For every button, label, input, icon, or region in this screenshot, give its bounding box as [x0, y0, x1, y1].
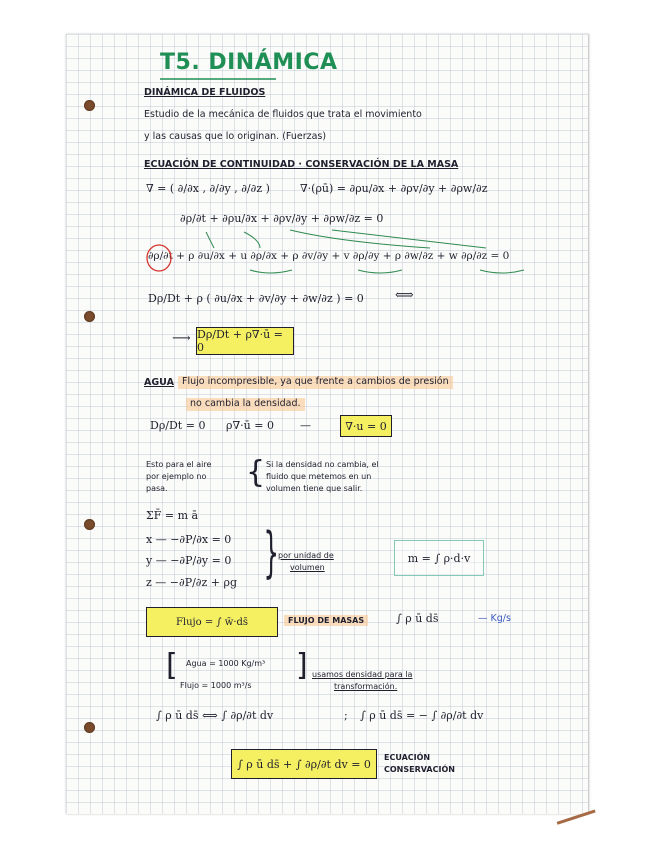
newton-law: ΣF̄ = m ā	[146, 509, 199, 522]
continuity-equation-3: Dρ/Dt + ρ ( ∂u/∂x + ∂v/∂y + ∂w/∂z ) = 0	[148, 292, 364, 305]
note-right-1: Si la densidad no cambia, el	[266, 460, 379, 469]
mass-integral-box: m = ∫ ρ·d·v	[394, 540, 484, 576]
punch-hole-top	[84, 100, 95, 111]
note-left-2: por ejemplo no	[146, 472, 207, 481]
continuity-equation-2: ∂ρ/∂t + ρ ∂u/∂x + u ∂ρ/∂x + ρ ∂v/∂y + v ∂ρ/∂y + ρ ∂w/∂z + w ∂ρ/∂z = 0	[148, 250, 510, 262]
section-heading-continuidad: ECUACIÓN DE CONTINUIDAD · CONSERVACIÓN DE LA MASA	[144, 159, 459, 170]
agua-label: AGUA	[144, 377, 174, 388]
final-label-1: ECUACIÓN	[384, 753, 431, 762]
density-note-1: usamos densidad para la	[312, 670, 413, 679]
mass-flow-integral: ∫ ρ ū ds̄	[396, 612, 439, 625]
continuity-equation-1: ∂ρ/∂t + ∂ρu/∂x + ∂ρv/∂y + ∂ρw/∂z = 0	[180, 212, 384, 225]
equivalence-arrow: ⟺	[395, 288, 414, 303]
section1-line1: Estudio de la mecánica de fluidos que trata el movimiento	[144, 109, 422, 120]
agua-eq-a: Dρ/Dt = 0	[150, 419, 206, 432]
force-z: z — −∂P/∂z + ρg	[146, 576, 238, 589]
mass-flow-label: FLUJO DE MASAS	[284, 615, 368, 626]
mass-flow-unit: — Kg/s	[478, 613, 511, 624]
material-derivative-box: Dρ/Dt + ρ∇·ū = 0	[196, 327, 294, 355]
agua-dash: —	[300, 419, 311, 432]
note-right-2: fluido que metemos en un	[266, 472, 372, 481]
flow-integral-box: Flujo = ∫ w̄·ds̄	[146, 607, 278, 637]
volume-surface-right: ∫ ρ ū ds̄ = − ∫ ∂ρ/∂t dv	[360, 709, 484, 722]
bracket-left: [	[166, 648, 178, 683]
agua-line1: Flujo incompresible, ya que frente a cambios de presión	[178, 376, 453, 389]
notebook-page	[66, 34, 589, 814]
force-y: y — −∂P/∂y = 0	[146, 554, 232, 567]
divergence-definition: ∇·(ρū) = ∂ρu/∂x + ∂ρv/∂y + ∂ρw/∂z	[300, 182, 488, 195]
section-heading-dinamica: DINÁMICA DE FLUIDOS	[144, 87, 266, 98]
section1-line2: y las causas que lo originan. (Fuerzas)	[144, 131, 327, 142]
volume-surface-left: ∫ ρ ū ds̄ ⟺ ∫ ∂ρ/∂t dv	[156, 709, 274, 722]
incompressible-box: ∇·u = 0	[340, 415, 392, 437]
bracket-right: ]	[296, 648, 308, 683]
punch-hole-lower-mid	[84, 519, 95, 530]
force-x: x — −∂P/∂x = 0	[146, 533, 232, 546]
per-volume-2: volumen	[290, 563, 325, 572]
punch-hole-bottom	[84, 722, 95, 733]
flujo-value: Flujo = 1000 m³/s	[180, 681, 252, 690]
note-left-1: Esto para el aire	[146, 460, 212, 469]
punch-hole-upper-mid	[84, 311, 95, 322]
per-volume-1: por unidad de	[278, 551, 334, 560]
note-left-3: pasa.	[146, 484, 168, 493]
page-curl	[552, 796, 595, 825]
agua-line2: no cambia la densidad.	[186, 398, 305, 411]
result-arrow: ⟶	[172, 331, 191, 346]
agua-eq-b: ρ∇·ū = 0	[226, 419, 274, 432]
separator: ;	[344, 709, 348, 722]
final-label-2: CONSERVACIÓN	[384, 765, 455, 774]
density-note-2: transformación.	[334, 682, 398, 691]
brace-note: {	[246, 455, 266, 490]
brace-forces: }	[263, 521, 279, 584]
note-right-3: volumen tiene que salir.	[266, 484, 363, 493]
conservation-equation-box: ∫ ρ ū ds̄ + ∫ ∂ρ/∂t dv = 0	[231, 749, 377, 779]
agua-density: Agua = 1000 Kg/m³	[186, 659, 266, 668]
page-title: T5. DINÁMICA	[160, 50, 338, 75]
nabla-definition: ∇ = ( ∂/∂x , ∂/∂y , ∂/∂z )	[146, 182, 270, 195]
